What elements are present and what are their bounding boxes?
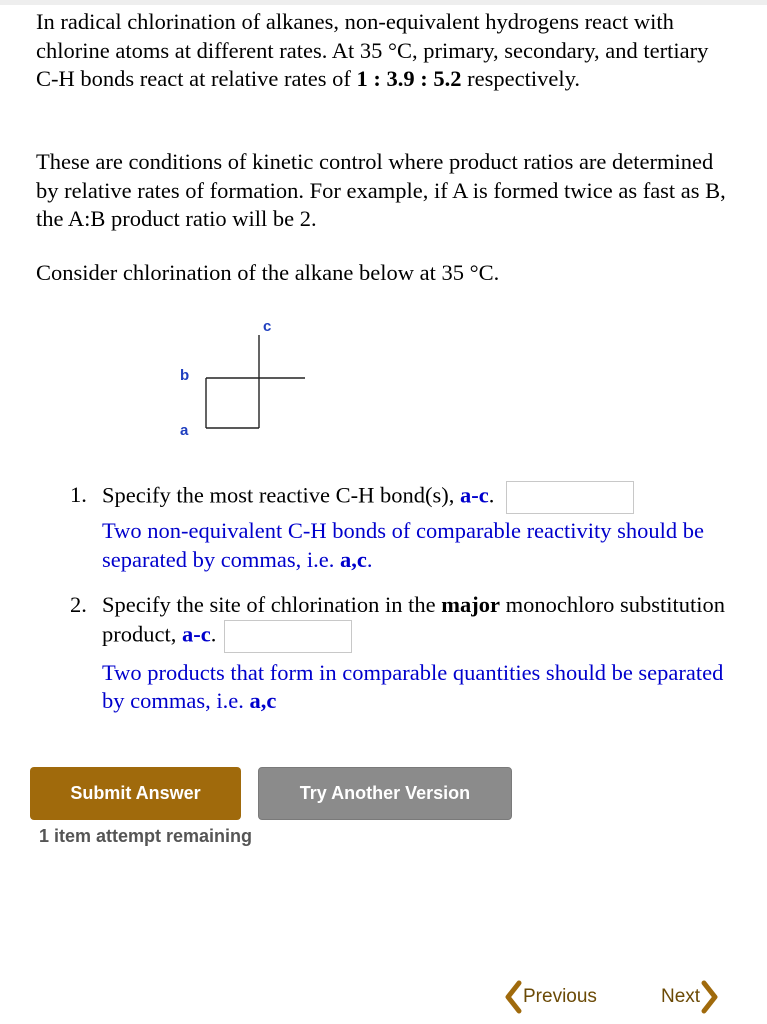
previous-label: Previous: [523, 986, 597, 1007]
attempts-remaining: 1 item attempt remaining: [39, 826, 253, 846]
question-2-hint-example: a,c: [249, 688, 277, 713]
intro-text-end: respectively.: [461, 66, 580, 91]
question-1-text: Specify the most reactive C-H bond(s),: [102, 482, 461, 508]
question-2-hint-text: Two products that form in comparable quantities should be separated by commas, i.e.: [102, 659, 724, 713]
question-1-end: .: [488, 482, 495, 508]
alkane-structure: [170, 315, 320, 440]
question-2-text: Specify the site of chlorination in the: [102, 592, 442, 617]
submit-answer-button[interactable]: Submit Answer: [30, 767, 241, 820]
chevron-left-icon: [503, 980, 523, 1014]
relative-rates: 1 : 3.9 : 5.2: [356, 66, 462, 91]
question-1-prompt: [102, 481, 732, 514]
label-a: a: [180, 422, 189, 439]
question-2-prompt: [102, 591, 732, 653]
previous-link[interactable]: [503, 980, 597, 1014]
question-1-hint-example: a,c: [340, 546, 367, 572]
next-label: Next: [661, 986, 701, 1007]
chevron-right-icon: [700, 980, 720, 1014]
label-c: c: [263, 318, 272, 335]
question-2-number: 2.: [70, 592, 87, 617]
intro-text: In radical chlorination of alkanes, non-equivalent hydrogens react with chlorine atoms at different rates. At 35 °C, primary, secondary, and tertiary C-H bonds react at relative rates of: [36, 9, 709, 91]
question-2-end: .: [210, 621, 217, 647]
question-2-hint: [102, 659, 732, 716]
top-bar: [0, 0, 767, 5]
next-link[interactable]: [661, 980, 720, 1014]
question-2-bold: major: [441, 592, 501, 617]
question-2-answer-input[interactable]: [224, 620, 352, 653]
intro-paragraph-3: Consider chlorination of the alkane below at 35 °C.: [36, 260, 500, 285]
try-another-version-button[interactable]: Try Another Version: [258, 767, 512, 820]
question-1-answer-input[interactable]: [506, 481, 634, 514]
label-b: b: [180, 367, 190, 384]
question-2-range: a-c: [181, 621, 211, 647]
question-1-hint-end: .: [366, 546, 373, 572]
intro-paragraph-2: These are conditions of kinetic control where product ratios are determined by relative rates of formation. For example, if A is formed twice as fast as B, the A:B product ratio will be 2.: [36, 149, 726, 231]
question-1-hint-text: Two non-equivalent C-H bonds of comparable reactivity should be separated by commas, i.e.: [102, 518, 705, 572]
question-1-hint: [102, 517, 732, 574]
question-1-range: a-c: [460, 482, 489, 508]
intro-paragraph-1: [36, 8, 736, 94]
question-1-number: 1.: [70, 482, 87, 507]
question-2-text-b: monochloro substitution product,: [102, 592, 726, 647]
